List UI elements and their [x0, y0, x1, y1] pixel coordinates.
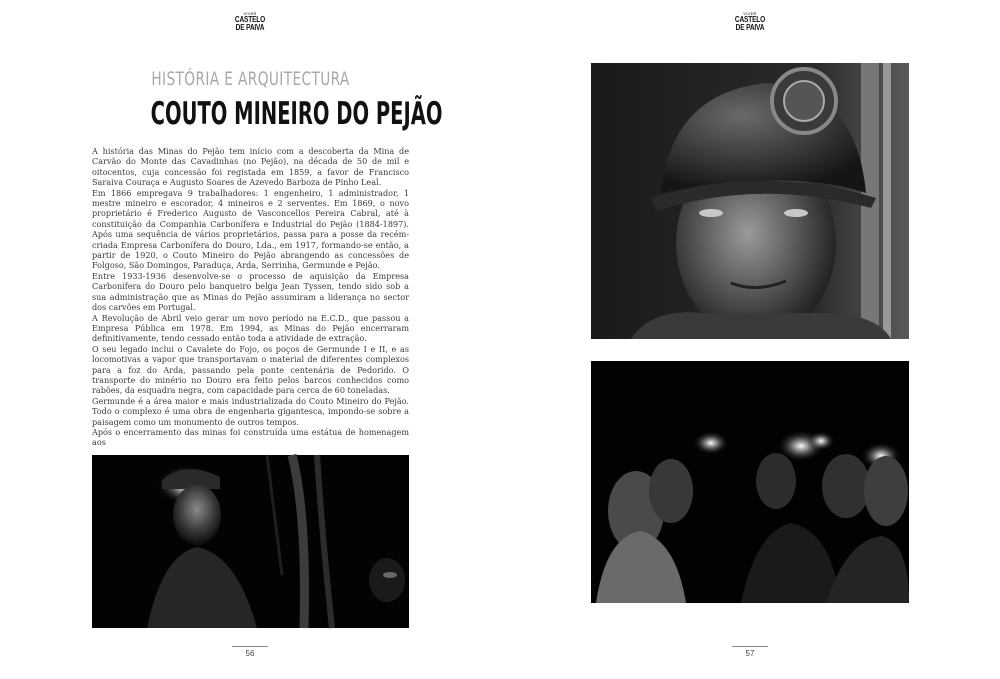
logo-line-1: CASTELO: [734, 15, 766, 24]
folio-rule: [732, 646, 768, 647]
paragraph: Entre 1933-1936 desenvolve-se o processo de aquisição da Empresa Carbonífera do Douro pelo banqueiro belga Jean Tyssen, tendo sido sob a sua administração que as Minas do Pejão assumiram a liderança no sector dos carvões em Portugal.: [92, 270, 409, 313]
logo-line-2: DE PAIVA: [735, 23, 765, 32]
paragraph: Após o encerramento das minas foi construída uma estátua de homenagem aos: [92, 426, 409, 448]
magazine-logo: [730, 12, 770, 32]
logo-small: VIVER: [743, 11, 757, 16]
logo-line-2: DE PAIVA: [235, 23, 265, 32]
magazine-logo: [230, 12, 270, 32]
photo-miner-tunnel-image: [92, 455, 409, 628]
photo-miner-portrait-image: [591, 63, 909, 339]
paragraph: O seu legado inclui o Cavalete do Fojo, os poços de Germunde I e II, e as locomotivas a vapor que transportavam o material de diferentes complexos para a foz do Arda, passando pela ponte centenária de Pedorido. O transporte do minério no Douro era feito pelos barcos conhecidos como rabões, da esquadra negra, com capacidade para cerca de 60 toneladas.: [92, 343, 409, 396]
section-kicker: HISTÓRIA E ARQUITECTURA: [151, 68, 350, 90]
photo-miner-tunnel: [92, 455, 409, 628]
paragraph: A história das Minas do Pejão tem início com a descoberta da Mina de Carvão do Monte das Cavadinhas (no Pejão), na década de 50 de mil e oitocentos, cuja concessão foi registada em 1859, a favor de Francisco Saraiva Couraça e Augusto Soares de Azevedo Barboza de Pinho Leal.: [92, 146, 409, 188]
logo-line-1: CASTELO: [234, 15, 266, 24]
page-number-text: 57: [745, 649, 755, 658]
photo-miner-portrait: [591, 63, 909, 339]
article-title: COUTO MINEIRO DO PEJÃO: [150, 96, 443, 132]
page-number: [730, 646, 770, 658]
paragraph: Germunde é a área maior e mais industrializada do Couto Mineiro do Pejão. Todo o complexo é uma obra de engenharia gigantesca, impondo-se sobre a paisagem como um monumento de outros tempos.: [92, 395, 409, 427]
logo-small: VIVER: [243, 11, 257, 16]
page-number-text: 56: [245, 649, 255, 658]
photo-miners-group: [591, 361, 909, 603]
photo-miners-group-image: [591, 361, 909, 603]
paragraph: Em 1866 empregava 9 trabalhadores: 1 engenheiro, 1 administrador, 1 mestre mineiro e escorador, 4 mineiros e 2 serventes. Em 1869, o novo proprietário é Frederico Augusto de Vasconcellos Pereira Cabral, até à constituição da Companhia Carbonífera e Industrial do Pejão (1884-1897). Após uma sequência de vários proprietários, passa para a posse da recém-criada Empresa Carbonífera do Douro, Lda., em 1917, formando-se então, a partir de 1920, o Couto Mineiro do Pejão abrangendo as concessões de Folgoso, São Domingos, Paraduça, Arda, Serrinha, Germunde e Pejão.: [92, 187, 409, 271]
article-body: [92, 146, 409, 448]
right-page: [500, 0, 1000, 679]
folio-rule: [232, 646, 268, 647]
page-number: [230, 646, 270, 658]
paragraph: A Revolução de Abril veio gerar um novo período na E.C.D., que passou a Empresa Pública em 1978. Em 1994, as Minas do Pejão encerraram definitivamente, tendo cessado então toda a atividade de extração.: [92, 312, 409, 344]
